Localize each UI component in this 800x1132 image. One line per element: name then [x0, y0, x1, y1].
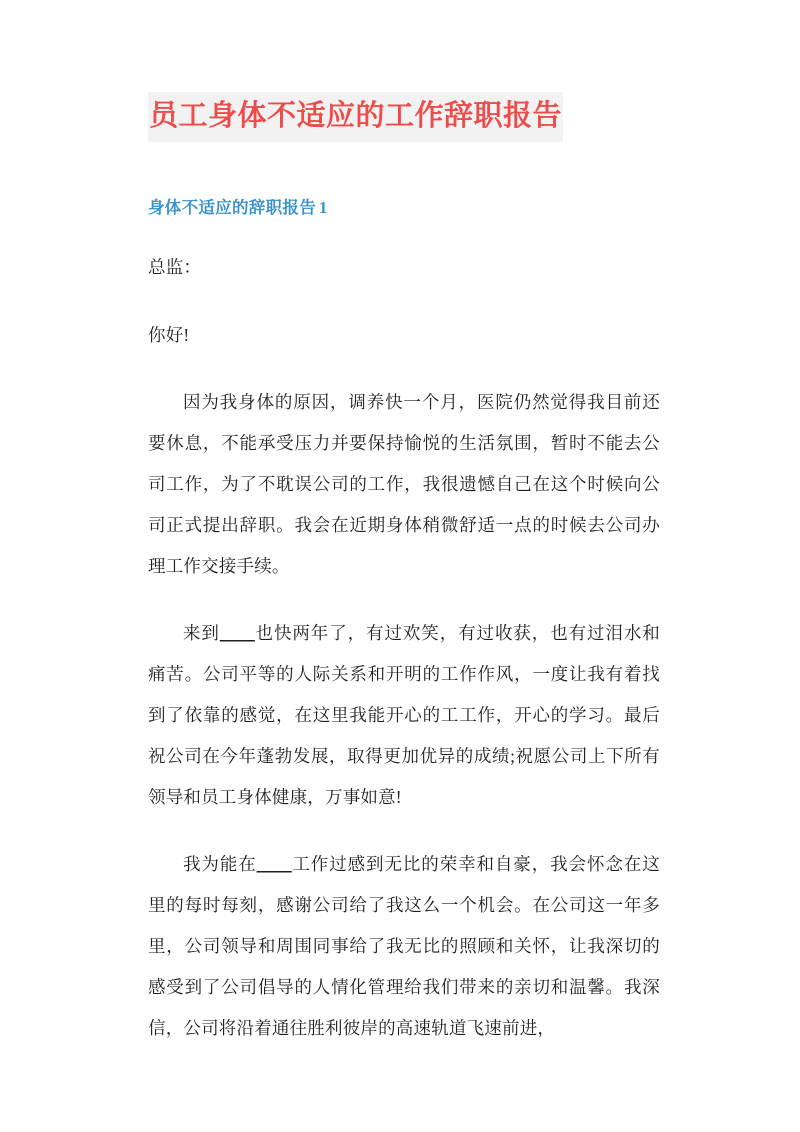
paragraph-three-before-blank: 我为能在	[183, 854, 257, 875]
paragraph-one: 因为我身体的原因，调养快一个月，医院仍然觉得我目前还要休息，不能承受压力并要保持愉悦的生活氛围，暂时不能去公司工作，为了不耽误公司的工作，我很遗憾自己在这个时候向公司正式提出辞职。我会在近期身体稍微舒适一点的时候去公司办理工作交接手续。	[148, 392, 660, 577]
paragraph-three-after-blank: 工作过感到无比的荣幸和自豪，我会怀念在这里的每时每刻，感谢公司给了我这么一个机会。在公司这一年多里，公司领导和周围同事给了我无比的照顾和关怀，让我深切的感受到了公司倡导的人情化管理给我们带来的亲切和温馨。我深信，公司将沿着通往胜利彼岸的高速轨道飞速前进，	[148, 854, 660, 1039]
section-heading	[148, 196, 660, 220]
greeting: 你好!	[148, 325, 190, 346]
paragraph-two-after-blank: 也快两年了，有过欢笑，有过收获，也有过泪水和痛苦。公司平等的人际关系和开明的工作作风，一度让我有着找到了依靠的感觉，在这里我能开心的工工作，开心的学习。最后祝公司在今年蓬勃发展，取得更加优异的成绩;祝愿公司上下所有领导和员工身体健康，万事如意!	[148, 623, 660, 808]
paragraph-two-blank-field: ____	[219, 623, 255, 644]
paragraph-two	[148, 613, 660, 818]
document-content	[148, 0, 660, 1049]
section-heading-number: 1	[319, 197, 328, 217]
paragraph-three	[148, 844, 660, 1049]
document-title-container	[148, 92, 660, 142]
salutation: 总监：	[148, 257, 202, 278]
section-heading-text: 身体不适应的辞职报告	[148, 198, 316, 217]
page-title: 员工身体不适应的工作辞职报告	[148, 92, 563, 142]
paragraph-three-blank-field: ____	[256, 854, 292, 875]
paragraph-two-before-blank: 来到	[183, 623, 220, 644]
